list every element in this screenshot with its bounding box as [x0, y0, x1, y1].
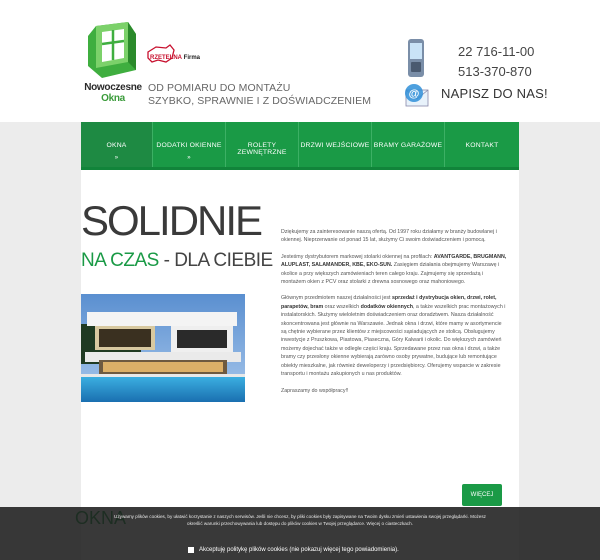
intro-paragraph-2: [281, 253, 507, 287]
nav-label: ROLETY ZEWNĘTRZNE: [237, 142, 287, 156]
phone-number-2[interactable]: 513-370-870: [458, 64, 532, 79]
badge-word: Firma: [183, 55, 201, 61]
tagline: [148, 82, 371, 108]
modern-house-photo: [81, 294, 245, 402]
nav-label: KONTAKT: [465, 142, 499, 149]
p3-c: oraz wszelkich: [323, 303, 361, 310]
intro-paragraph-3: [281, 294, 507, 378]
main-content: [81, 170, 519, 560]
nav-arrow-icon: »: [114, 155, 119, 161]
checkbox-icon[interactable]: [188, 547, 194, 553]
p3-e: , a także wszelkich prac montażowych i instalatorskich. Służymy wieloletnim doświadczeniem oraz doradztwem. Nasza działalność skoncentrowana jest głównie na Warszawie. Jednak okna i drzwi, które mamy w asortymencie są chętnie wybierane przez klientów z miejscowości sąsiadujących ze stolicą. Obsługujemy inwestycje z Pruszkowa, Piastowa, Piaseczna, Góry Kalwarii i okolic. Do większych zamówień możemy dojechać także w odległe części kraju. Sprzedawane przez nas okna i drzwi, a także bramy czy przesłony okienne wybierają zarówno osoby prywatne, budujące lub remontujące obiekty mieszkalne, jak również deweloperzy i przedsiębiorcy. Oferujemy wsparcie w zakresie transportu i montażu zakupionych u nas produktów.: [281, 303, 506, 378]
nav-item-rolety[interactable]: [226, 122, 299, 167]
logo-line1: Nowoczesne: [84, 82, 142, 93]
nav-label: BRAMY GARAŻOWE: [373, 142, 443, 149]
phone-number-1[interactable]: 22 716-11-00: [458, 44, 535, 59]
window-logo-icon: [82, 22, 144, 82]
nav-item-dodatki-okienne[interactable]: [153, 122, 226, 167]
svg-text:@: @: [408, 88, 420, 100]
p3-b: sprzedaż i dystrybucja okien, drzwi, rolet, parapetów, bram: [281, 295, 497, 310]
tagline-line1: OD POMIARU DO MONTAŻU: [148, 82, 291, 94]
cookie-banner: [0, 507, 600, 560]
hero-subtitle-green: NA CZAS: [81, 250, 159, 271]
p2-a: Jesteśmy dystrybutorem markowej stolarki okiennej na profilach:: [281, 253, 434, 260]
intro-text: [281, 228, 507, 403]
intro-paragraph-1: Dziękujemy za zainteresowanie naszą ofertą. Od 1997 roku działamy w branży budowlanej i okiennej. Nieprzerwanie od ponad 15 lat, służymy Ci swoim doświadczeniem i pomocą.: [281, 229, 497, 244]
nav-label: DRZWI WEJŚCIOWE: [300, 142, 370, 149]
p3-d: dodatków okiennych: [360, 303, 413, 310]
nav-item-drzwi[interactable]: [299, 122, 372, 167]
logo[interactable]: [82, 22, 144, 122]
badge-brand: RZETELNA: [150, 55, 182, 61]
nav-arrow-icon: »: [187, 155, 191, 161]
cookie-text: Używamy plików cookies, by ułatwić korzystanie z naszych serwisów. Jeśli nie chcesz, by pliki cookies były zapisywane na Twoim dysku zmień ustawienia swojej przeglądarki. Możesz określić warunki przechowywania lub dostępu do plików cookies w Twojej przeglądarce. Więcej o ciasteczkach.: [114, 514, 486, 526]
p2-brands: AVANTGARDE, BRUGMANN, ALUPLAST, SALAMANDER, KBE, EKO-SUN.: [281, 253, 507, 269]
intro-paragraph-4: Zapraszamy do współpracy!!: [281, 387, 349, 394]
hero-title: SOLIDNIE: [81, 197, 262, 244]
logo-line2: Okna: [101, 93, 125, 104]
write-to-us-link[interactable]: NAPISZ DO NAS!: [441, 86, 548, 101]
phone-icon: [405, 38, 427, 78]
cookie-accept[interactable]: [188, 547, 399, 553]
email-icon[interactable]: [404, 80, 432, 110]
more-button[interactable]: WIĘCEJ: [462, 484, 502, 506]
logo-text: [82, 82, 144, 104]
nav-item-okna[interactable]: [81, 122, 153, 167]
site-header: [0, 0, 600, 122]
hero-subtitle-separator: -: [158, 250, 175, 271]
hero-subtitle: [81, 250, 273, 272]
tagline-line2: SZYBKO, SPRAWNIE I Z DOŚWIADCZENIEM: [148, 95, 372, 107]
hero-subtitle-rest: DLA CIEBIE: [174, 250, 273, 271]
p3-a: Głównym przedmiotem naszej działalności jest: [281, 295, 392, 302]
cookie-accept-label[interactable]: Akceptuję politykę plików cookies (nie pokazuj więcej tego powiadomienia).: [199, 547, 399, 553]
nav-label: DODATKI OKIENNE: [156, 142, 222, 149]
nav-item-bramy[interactable]: [372, 122, 445, 167]
p2-c: Zasięgiem działania obejmujemy Warszawę i okolice a przy większych zamówieniach teren całego kraju. Zajmujemy się sprzedażą i montażem okien z PCV oraz stolarki z drewna sosnowego oraz mahoniowego.: [281, 262, 500, 286]
phone-numbers: [458, 42, 534, 82]
main-navigation: [81, 122, 519, 170]
rzetelna-firma-badge: [150, 55, 200, 61]
nav-item-kontakt[interactable]: [445, 122, 519, 167]
nav-label: OKNA: [106, 142, 127, 149]
